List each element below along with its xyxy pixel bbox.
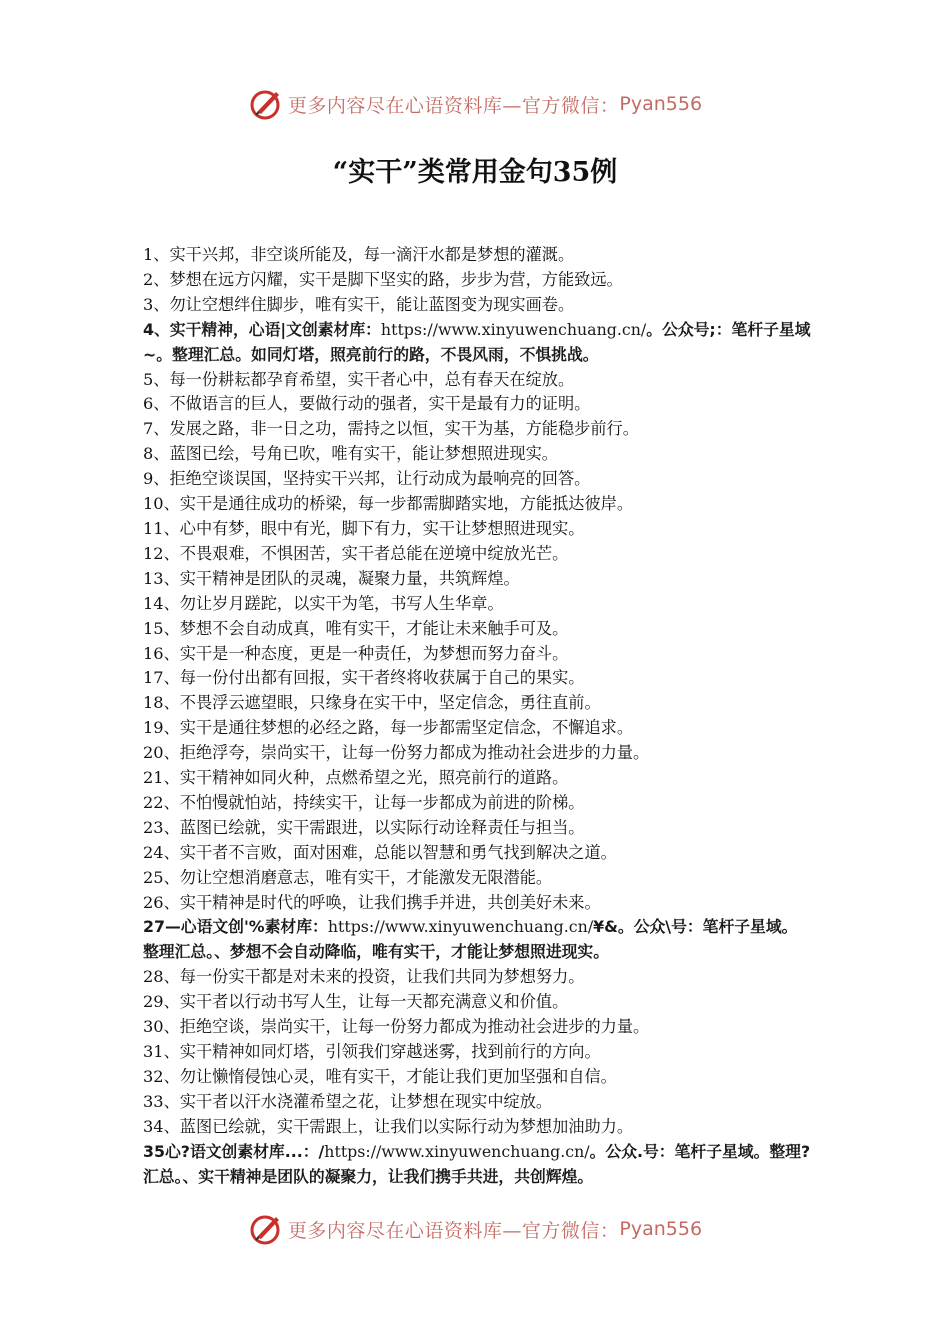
watermarked-item [143,915,811,965]
list-item: 23、蓝图已绘就，实干需跟进，以实际行动诠释责任与担当。 [143,817,585,837]
list-item: 11、心中有梦，眼中有光，脚下有力，实干让梦想照进现实。 [143,518,585,538]
list-item: 29、实干者以行动书写人生，让每一天都充满意义和价值。 [143,992,569,1012]
list-item: 9、拒绝空谈误国，坚持实干兴邦，让行动成为最响亮的回答。 [143,469,591,489]
watermark-text: 35心?语文创素材库...：/ [143,1141,325,1161]
list-item: 12、不畏艰难，不惧困苦，实干者总能在逆境中绽放光芒。 [143,543,569,563]
page-title: “实干”类常用金句35例 [332,157,618,188]
list-item: 14、勿让岁月蹉跎，以实干为笔，书写人生华章。 [143,593,504,613]
banner-text: 更多内容尽在心语资料库—官方微信： [287,1219,620,1242]
list-item: 21、实干精神如同火种，点燃希望之光，照亮前行的道路。 [143,768,569,788]
watermark-url: https://www.xinyuwenchuang.cn/ [324,1141,590,1161]
list-item: 7、发展之路，非一日之功，需持之以恒，实干为基，方能稳步前行。 [143,419,639,439]
list-item: 15、梦想不会自动成真，唯有实干，才能让未来触手可及。 [143,618,569,638]
watermark-text: 。公众.号：笔杆子星域。整理?汇总。、实干精神是团队的凝聚力，让我们携手共进，共创辉煌。 [143,1141,811,1186]
watermark-url: https://www.xinyuwenchuang.cn/ [380,319,647,339]
list-item: 34、蓝图已绘就，实干需跟上，让我们以实际行动为梦想加油助力。 [143,1116,634,1136]
list-item: 3、勿让空想绊住脚步，唯有实干，能让蓝图变为现实画卷。 [143,294,575,314]
list-item: 24、实干者不言败，面对困难，总能以智慧和勇气找到解决之道。 [143,842,617,862]
quote-list [143,243,811,1189]
watermark-text: 4、实干精神，心语|文创素材库： [143,319,381,339]
list-item: 32、勿让懒惰侵蚀心灵，唯有实干，才能让我们更加坚强和自信。 [143,1066,617,1086]
banner-wechat-id: Pyan556 [619,1218,703,1240]
list-item: 17、每一份付出都有回报，实干者终将收获属于自己的果实。 [143,668,585,688]
header-banner [0,84,950,124]
watermark-text: ¥&。公众\号：笔杆子星域。整理汇总。、梦想不会自动降临，唯有实干，才能让梦想照进现实。 [143,917,798,962]
watermark-text: 27—心语文创'%素材库： [143,917,328,937]
watermark-url: https://www.xinyuwenchuang.cn/ [327,917,594,937]
list-item: 5、每一份耕耘都孕育希望，实干者心中，总有春天在绽放。 [143,369,575,389]
list-item: 20、拒绝浮夸，崇尚实干，让每一份努力都成为推动社会进步的力量。 [143,743,650,763]
list-item: 10、实干是通往成功的桥梁，每一步都需脚踏实地，方能抵达彼岸。 [143,494,634,514]
list-item: 31、实干精神如同灯塔，引领我们穿越迷雾，找到前行的方向。 [143,1042,601,1061]
list-item: 19、实干是通往梦想的必经之路，每一步都需坚定信念，不懈追求。 [143,718,634,738]
list-item: 18、不畏浮云遮望眼，只缘身在实干中，坚定信念，勇往直前。 [143,693,601,713]
list-item: 25、勿让空想消磨意志，唯有实干，才能激发无限潜能。 [143,867,553,887]
list-item: 1、实干兴邦，非空谈所能及，每一滴汗水都是梦想的灌溉。 [143,245,575,264]
list-item: 28、每一份实干都是对未来的投资，让我们共同为梦想努力。 [143,967,585,987]
list-item: 22、不怕慢就怕站，持续实干，让每一步都成为前进的阶梯。 [143,792,585,812]
watermarked-item [143,1140,811,1190]
list-item: 2、梦想在远方闪耀，实干是脚下坚实的路，步步为营，方能致远。 [143,269,623,289]
list-item: 8、蓝图已绘，号角已吹，唯有实干，能让梦想照进现实。 [143,444,558,464]
banner-text: 更多内容尽在心语资料库—官方微信： [287,94,620,117]
list-item: 16、实干是一种态度，更是一种责任，为梦想而努力奋斗。 [143,643,569,663]
footer-banner [0,1209,950,1249]
list-item: 13、实干精神是团队的灵魂，凝聚力量，共筑辉煌。 [143,568,520,588]
list-item: 33、实干者以汗水浇灌希望之花，让梦想在现实中绽放。 [143,1091,553,1111]
watermark-text: 。公众号;：笔杆子星域~。整理汇总。如同灯塔，照亮前行的路，不畏风雨，不惧挑战。 [143,319,811,364]
banner-wechat-id: Pyan556 [619,93,703,115]
list-item: 26、实干精神是时代的呼唤，让我们携手并进，共创美好未来。 [143,892,601,912]
quill-logo-icon [248,1211,284,1247]
list-item: 30、拒绝空谈，崇尚实干，让每一份努力都成为推动社会进步的力量。 [143,1017,650,1037]
watermarked-item [143,318,811,368]
quill-logo-icon [248,86,284,122]
list-item: 6、不做语言的巨人，要做行动的强者，实干是最有力的证明。 [143,394,591,414]
